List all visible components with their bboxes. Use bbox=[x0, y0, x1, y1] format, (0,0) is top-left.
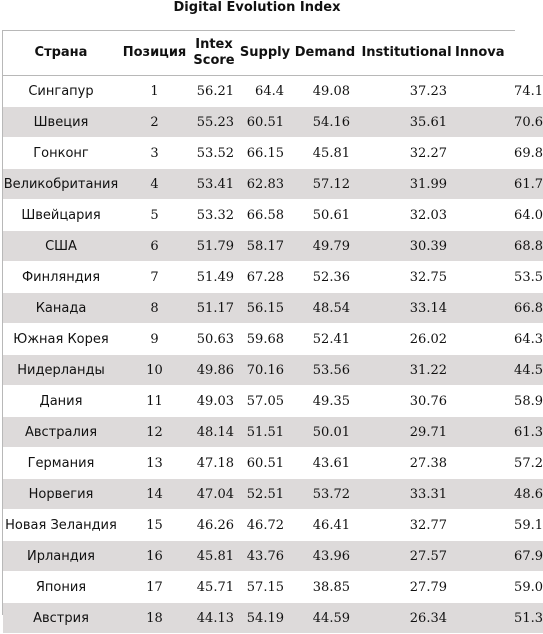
cell-demand: 48.54 bbox=[292, 293, 358, 324]
cell-score: 51.79 bbox=[190, 231, 238, 262]
cell-institutional: 30.76 bbox=[358, 386, 455, 417]
cell-position: 3 bbox=[119, 138, 190, 169]
cell-demand: 53.56 bbox=[292, 355, 358, 386]
cell-score: 44.13 bbox=[190, 603, 238, 634]
cell-position: 18 bbox=[119, 603, 190, 634]
cell-score: 47.04 bbox=[190, 479, 238, 510]
cell-supply: 60.51 bbox=[238, 107, 292, 138]
cell-position: 2 bbox=[119, 107, 190, 138]
column-header-demand[interactable]: Demand bbox=[292, 31, 358, 76]
cell-demand: 54.16 bbox=[292, 107, 358, 138]
cell-institutional: 35.61 bbox=[358, 107, 455, 138]
cell-position: 4 bbox=[119, 169, 190, 200]
cell-supply: 67.28 bbox=[238, 262, 292, 293]
column-header-institutional[interactable]: Institutional bbox=[358, 31, 455, 76]
table-body bbox=[3, 76, 543, 634]
cell-innovation: 67.9 bbox=[455, 541, 543, 572]
cell-supply: 66.58 bbox=[238, 200, 292, 231]
table-row[interactable] bbox=[3, 572, 543, 603]
cell-innovation: 44.5 bbox=[455, 355, 543, 386]
cell-supply: 60.51 bbox=[238, 448, 292, 479]
cell-score: 46.26 bbox=[190, 510, 238, 541]
column-header-score[interactable]: Intex Score bbox=[190, 31, 238, 76]
cell-supply: 46.72 bbox=[238, 510, 292, 541]
table-row[interactable] bbox=[3, 417, 543, 448]
cell-demand: 52.36 bbox=[292, 262, 358, 293]
cell-innovation: 58.9 bbox=[455, 386, 543, 417]
table-row[interactable] bbox=[3, 231, 543, 262]
cell-demand: 57.12 bbox=[292, 169, 358, 200]
cell-demand: 43.96 bbox=[292, 541, 358, 572]
table-title: Digital Evolution Index bbox=[173, 0, 341, 15]
cell-institutional: 31.99 bbox=[358, 169, 455, 200]
cell-institutional: 37.23 bbox=[358, 76, 455, 107]
cell-country: США bbox=[3, 231, 119, 262]
cell-innovation: 59.1 bbox=[455, 510, 543, 541]
cell-country: Новая Зеландия bbox=[3, 510, 119, 541]
cell-demand: 43.61 bbox=[292, 448, 358, 479]
cell-position: 1 bbox=[119, 76, 190, 107]
cell-country: Япония bbox=[3, 572, 119, 603]
cell-innovation: 59.0 bbox=[455, 572, 543, 603]
table-row[interactable] bbox=[3, 138, 543, 169]
cell-demand: 50.01 bbox=[292, 417, 358, 448]
cell-score: 49.03 bbox=[190, 386, 238, 417]
cell-demand: 44.59 bbox=[292, 603, 358, 634]
table-row[interactable] bbox=[3, 200, 543, 231]
table-row[interactable] bbox=[3, 603, 543, 634]
cell-innovation: 53.5 bbox=[455, 262, 543, 293]
cell-score: 51.17 bbox=[190, 293, 238, 324]
cell-country: Швейцария bbox=[3, 200, 119, 231]
cell-supply: 62.83 bbox=[238, 169, 292, 200]
cell-demand: 49.08 bbox=[292, 76, 358, 107]
table-row[interactable] bbox=[3, 324, 543, 355]
cell-score: 45.81 bbox=[190, 541, 238, 572]
cell-position: 12 bbox=[119, 417, 190, 448]
cell-supply: 54.19 bbox=[238, 603, 292, 634]
cell-position: 10 bbox=[119, 355, 190, 386]
table-container[interactable] bbox=[2, 30, 543, 626]
cell-score: 56.21 bbox=[190, 76, 238, 107]
cell-institutional: 26.34 bbox=[358, 603, 455, 634]
cell-supply: 59.68 bbox=[238, 324, 292, 355]
cell-demand: 49.79 bbox=[292, 231, 358, 262]
cell-position: 6 bbox=[119, 231, 190, 262]
cell-demand: 46.41 bbox=[292, 510, 358, 541]
cell-position: 11 bbox=[119, 386, 190, 417]
cell-demand: 49.35 bbox=[292, 386, 358, 417]
cell-institutional: 27.79 bbox=[358, 572, 455, 603]
data-table bbox=[3, 31, 543, 634]
table-row[interactable] bbox=[3, 479, 543, 510]
cell-country: Канада bbox=[3, 293, 119, 324]
cell-demand: 38.85 bbox=[292, 572, 358, 603]
cell-institutional: 27.38 bbox=[358, 448, 455, 479]
cell-supply: 51.51 bbox=[238, 417, 292, 448]
cell-score: 53.32 bbox=[190, 200, 238, 231]
cell-score: 47.18 bbox=[190, 448, 238, 479]
table-row[interactable] bbox=[3, 169, 543, 200]
column-header-position[interactable]: Позиция bbox=[119, 31, 190, 76]
cell-country: Австралия bbox=[3, 417, 119, 448]
cell-supply: 43.76 bbox=[238, 541, 292, 572]
cell-position: 8 bbox=[119, 293, 190, 324]
cell-institutional: 33.14 bbox=[358, 293, 455, 324]
cell-score: 51.49 bbox=[190, 262, 238, 293]
cell-country: Финляндия bbox=[3, 262, 119, 293]
column-header-country[interactable]: Страна bbox=[3, 31, 119, 76]
cell-country: Южная Корея bbox=[3, 324, 119, 355]
cell-innovation: 74.1 bbox=[455, 76, 543, 107]
cell-supply: 58.17 bbox=[238, 231, 292, 262]
cell-demand: 52.41 bbox=[292, 324, 358, 355]
cell-score: 49.86 bbox=[190, 355, 238, 386]
cell-score: 50.63 bbox=[190, 324, 238, 355]
header-row bbox=[3, 31, 543, 76]
cell-innovation: 70.6 bbox=[455, 107, 543, 138]
table-row[interactable] bbox=[3, 293, 543, 324]
cell-supply: 57.15 bbox=[238, 572, 292, 603]
table-row[interactable] bbox=[3, 541, 543, 572]
cell-country: Дания bbox=[3, 386, 119, 417]
cell-institutional: 27.57 bbox=[358, 541, 455, 572]
cell-innovation: 61.3 bbox=[455, 417, 543, 448]
table-row[interactable] bbox=[3, 448, 543, 479]
cell-institutional: 33.31 bbox=[358, 479, 455, 510]
cell-institutional: 32.75 bbox=[358, 262, 455, 293]
cell-position: 9 bbox=[119, 324, 190, 355]
cell-country: Нидерланды bbox=[3, 355, 119, 386]
table-row[interactable] bbox=[3, 107, 543, 138]
table-row[interactable] bbox=[3, 386, 543, 417]
cell-position: 17 bbox=[119, 572, 190, 603]
cell-innovation: 68.8 bbox=[455, 231, 543, 262]
cell-position: 5 bbox=[119, 200, 190, 231]
cell-innovation: 69.8 bbox=[455, 138, 543, 169]
cell-supply: 57.05 bbox=[238, 386, 292, 417]
cell-innovation: 64.3 bbox=[455, 324, 543, 355]
cell-country: Норвегия bbox=[3, 479, 119, 510]
cell-innovation: 61.7 bbox=[455, 169, 543, 200]
cell-demand: 50.61 bbox=[292, 200, 358, 231]
cell-innovation: 57.2 bbox=[455, 448, 543, 479]
cell-score: 45.71 bbox=[190, 572, 238, 603]
cell-demand: 53.72 bbox=[292, 479, 358, 510]
cell-supply: 70.16 bbox=[238, 355, 292, 386]
cell-institutional: 32.03 bbox=[358, 200, 455, 231]
table-row[interactable] bbox=[3, 262, 543, 293]
cell-supply: 56.15 bbox=[238, 293, 292, 324]
cell-demand: 45.81 bbox=[292, 138, 358, 169]
column-header-innovation[interactable]: Innova bbox=[455, 31, 543, 76]
cell-innovation: 51.3 bbox=[455, 603, 543, 634]
cell-score: 48.14 bbox=[190, 417, 238, 448]
table-row[interactable] bbox=[3, 76, 543, 107]
cell-position: 7 bbox=[119, 262, 190, 293]
cell-innovation: 64.0 bbox=[455, 200, 543, 231]
cell-institutional: 29.71 bbox=[358, 417, 455, 448]
cell-supply: 52.51 bbox=[238, 479, 292, 510]
cell-position: 16 bbox=[119, 541, 190, 572]
cell-score: 53.52 bbox=[190, 138, 238, 169]
cell-position: 13 bbox=[119, 448, 190, 479]
cell-position: 15 bbox=[119, 510, 190, 541]
cell-country: Гонконг bbox=[3, 138, 119, 169]
cell-score: 55.23 bbox=[190, 107, 238, 138]
cell-institutional: 32.77 bbox=[358, 510, 455, 541]
cell-institutional: 32.27 bbox=[358, 138, 455, 169]
cell-innovation: 48.6 bbox=[455, 479, 543, 510]
column-header-supply[interactable]: Supply bbox=[238, 31, 292, 76]
table-row[interactable] bbox=[3, 355, 543, 386]
cell-supply: 64.4 bbox=[238, 76, 292, 107]
cell-position: 14 bbox=[119, 479, 190, 510]
cell-country: Ирландия bbox=[3, 541, 119, 572]
cell-institutional: 26.02 bbox=[358, 324, 455, 355]
cell-country: Австрия bbox=[3, 603, 119, 634]
table-row[interactable] bbox=[3, 510, 543, 541]
cell-score: 53.41 bbox=[190, 169, 238, 200]
cell-country: Сингапур bbox=[3, 76, 119, 107]
cell-country: Германия bbox=[3, 448, 119, 479]
cell-supply: 66.15 bbox=[238, 138, 292, 169]
cell-institutional: 31.22 bbox=[358, 355, 455, 386]
cell-country: Великобритания bbox=[3, 169, 119, 200]
cell-innovation: 66.8 bbox=[455, 293, 543, 324]
cell-institutional: 30.39 bbox=[358, 231, 455, 262]
cell-country: Швеция bbox=[3, 107, 119, 138]
